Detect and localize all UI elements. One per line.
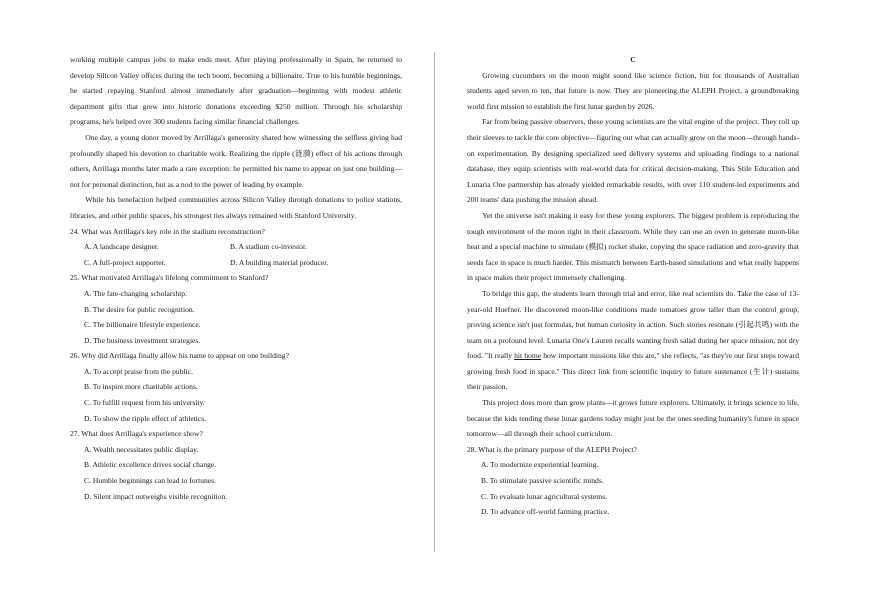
question-28-option-c: C. To evaluate lunar agricultural systems. [481,491,608,501]
question-25-stem: 25. What motivated Arrillaga's lifelong commitment to Stanford? [70,273,269,283]
paragraph-right-1: Growing cucumbers on the moon might sound like science fiction, but for thousands of Australian students aged seven to ten, that future is now. They are pioneering the ALEPH Project, a groundbreaking world first mission to establish the first lunar garden by 2026. [467,70,799,111]
question-27-option-c: C. Humble beginnings can lead to fortunes. [84,476,217,486]
paragraph-left-3: While his benefaction helped communities across Silicon Valley through donations to police stations, libraries, and other public spaces, his strongest ties always remained with Stanford University. [70,195,402,220]
question-24-options-row-2 [70,255,402,271]
right-column [467,52,799,520]
question-24 [70,224,402,271]
question-27-option-b: B. Athletic excellence drives social change. [84,460,217,470]
paragraph-left-2: One day, a young donor moved by Arrillaga's generosity shared how witnessing the selfless giving had profoundly shaped his devotion to charitable work. Realizing the ripple (涟漪) effect of his actions through others, Arrillaga months later made a rare exception: he permitted his name to appear on just one building—not for personal distinction, but as a nod to the power of leading by example. [70,132,402,189]
question-26-option-c: C. To fulfill request from his university. [84,398,205,408]
question-27-stem: 27. What does Arrillaga's experience show? [70,429,203,439]
question-28-option-d: D. To advance off-world farming practice. [481,507,610,517]
underlined-phrase: hit home [514,351,542,361]
question-25-option-a: A. The fate-changing scholarship. [84,288,187,298]
question-25-option-d: D. The business investment strategies. [84,335,201,345]
question-27-option-d: D. Silent impact outweighs visible recognition. [84,491,228,501]
question-26 [70,348,402,426]
question-28-option-b: B. To stimulate passive scientific minds. [481,476,604,486]
question-27-option-a: A. Wealth necessitates public display. [84,444,199,454]
question-24-option-d: D. A building material producer. [230,257,329,267]
paragraph-left-1: working multiple campus jobs to make ends meet. After playing professionally in Spain, he returned to develop Silicon Valley offices during the tech boom, becoming a billionaire. True to his humble beginnings, he started repaying Stanford almost immediately after graduation—beginning with modest athletic department gifts that grew into historic donations exceeding $250 million. Through his scholarship programs, he's helped over 300 students facing similar financial challenges. [70,55,402,127]
question-24-options-row-1 [70,239,402,255]
question-27 [70,426,402,504]
question-25 [70,270,402,348]
paragraph-right-2: Far from being passive observers, these young scientists are the vital engine of the project. They roll up their sleeves to tackle the core objective—figuring out what can actually grow on the moon—through hands-on experimentation. By designing specialized seed delivery systems and uploading findings to a national database, they equip scientists with real-world data for critical decision-making. This Stile Education and Lunaria One partnership has already yielded remarkable results, with over 110 student-led experiments and 200 teams' data pushing the mission ahead. [467,117,799,205]
paragraph-right-4-part-1: To bridge this gap, the students learn through trial and error, like real scientists do. Take the case of 13-year-old Huefner. He discovered moon-like conditions made tomatoes grow taller than the control group, proving science isn't just formulas, but human curiosity in action. Such stories resonate (引起共鸣) with the team on a profound level. Lunaria One's Lauren recalls wanting fresh salad during her space mission, not dry food. "It really [467,288,799,361]
question-26-stem: 26. Why did Arrillaga finally allow his name to appear on one building? [70,351,289,361]
question-28 [467,442,799,520]
paragraph-right-4-part-2: how important missions like this are," she reflects, "as they're our first steps toward growing fresh food in space." This direct link from scientific inquiry to future sustenance (生计) sustains their passion. [467,351,799,392]
paragraph-right-5: This project does more than grow plants—it grows future explorers. Ultimately, it brings science to life, because the kids tending these lunar gardens today might just be the ones seeding humanity's future in space tomorrow—all through their school curriculum. [467,398,799,439]
question-26-option-b: B. To inspire more charitable actions. [84,382,198,392]
question-28-option-a: A. To modernize experiential learning. [481,460,599,470]
question-25-option-b: B. The desire for public recognition. [84,304,195,314]
question-26-option-a: A. To accept praise from the public. [84,366,193,376]
question-24-option-b: B. A stadium co-investor. [230,242,307,252]
column-divider [434,52,435,552]
question-24-option-a: A. A landscape designer. [84,242,159,252]
paragraph-right-4 [467,286,799,395]
question-24-option-c: C. A full-project supporter. [84,257,166,267]
question-26-option-d: D. To show the ripple effect of athletics. [84,413,207,423]
paragraph-right-3: Yet the universe isn't making it easy for these young explorers. The biggest problem is reproducing the tough environment of the moon right in their classroom. While they can use an oven to generate moon-like heat and a special machine to simulate (模拟) rocket shake, copying the space radiation and zero-gravity that seeds face in space is much harder. This mismatch between Earth-based simulations and what really happens in space makes their project immensely challenging. [467,210,799,283]
question-25-option-c: C. The billionaire lifestyle experience. [84,320,201,330]
question-28-stem: 28. What is the primary purpose of the ALEPH Project? [467,444,637,454]
question-24-stem: 24. What was Arrillaga's key role in the stadium reconstruction? [70,226,265,236]
section-heading: C [630,55,636,64]
left-column [70,52,402,504]
